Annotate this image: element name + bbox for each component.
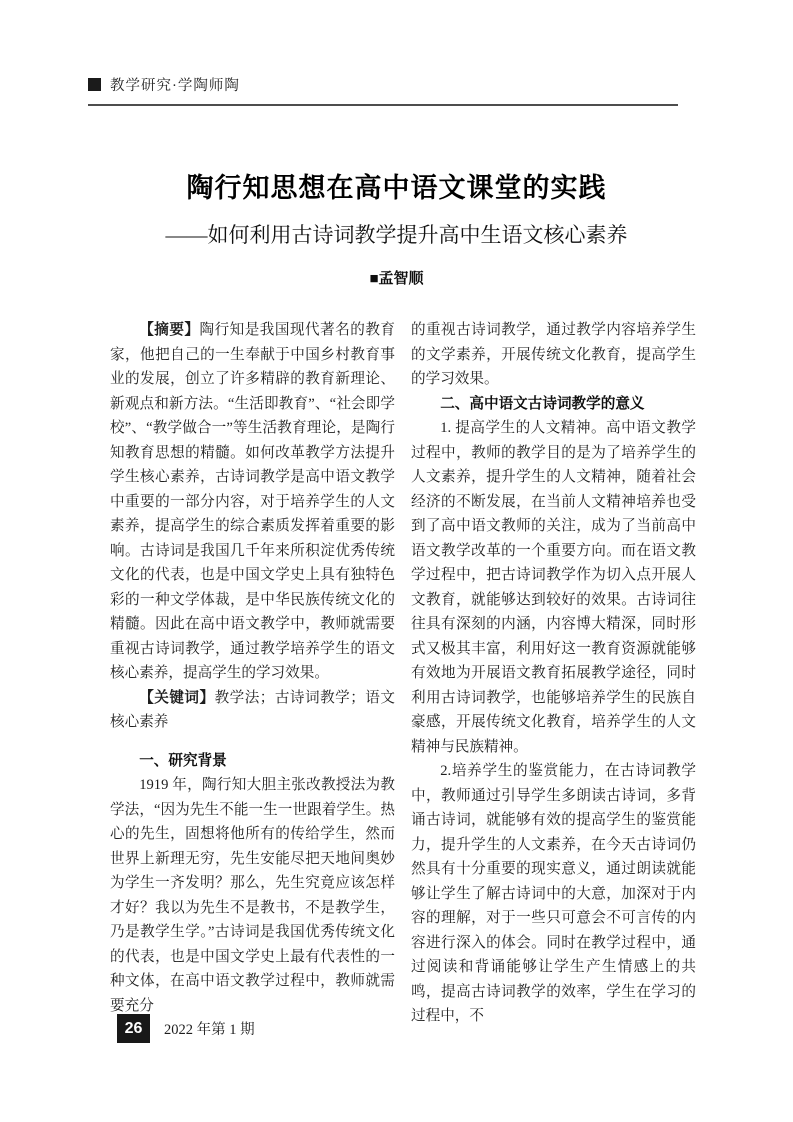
section-1-heading: 一、研究背景 <box>139 752 227 769</box>
abstract-paragraph <box>110 318 395 686</box>
keywords-paragraph <box>110 686 395 735</box>
right-column <box>411 318 696 1029</box>
section-2-heading: 二、高中语文古诗词教学的意义 <box>440 395 645 412</box>
section-1-paragraph: 1919 年，陶行知大胆主张改教授法为教学法，“因为先生不能一生一世跟着学生。热心的先生，固想将他所有的传给学生，然而世界上新理无穷，先生安能尽把天地间奥妙为学生一齐发明？那么，先生究竟应该怎样才好？我以为先生不是教书，不是教学生，乃是教学生学。”古诗词是我国优秀传统文化的代表，也是中国文学史上最有代表性的一种文体，在高中语文教学过程中，教师就需要充分 <box>110 777 395 1014</box>
section-2-paragraph-2: 2.培养学生的鉴赏能力，在古诗词教学中，教师通过引导学生多朗读古诗词，多背诵古诗词，就能够有效的提高学生的鉴赏能力，提升学生的人文素养，在今天古诗词仍然具有十分重要的现实意义，通过朗读就能够让学生了解古诗词中的大意，加深对于内容的理解，对于一些只可意会不可言传的内容进行深入的体会。同时在教学过程中，通过阅读和背诵能够让学生产生情感上的共鸣，提高古诗词教学的效率，学生在学习的过程中，不 <box>411 763 696 1024</box>
article-title: 陶行知思想在高中语文课堂的实践 <box>186 173 607 203</box>
left-column <box>110 318 395 1029</box>
running-head <box>88 74 678 106</box>
article-author: ■孟智顺 <box>369 270 424 287</box>
continuation-paragraph: 的重视古诗词教学，通过教学内容培养学生的文学素养，开展传统文化教育，提高学生的学习效果。 <box>411 322 696 387</box>
section-marker-icon <box>88 78 101 91</box>
keywords-text: 教学法；古诗词教学；语文核心素养 <box>110 689 395 730</box>
section-2-paragraph-1: 1. 提高学生的人文精神。高中语文教学过程中，教师的教学目的是为了培养学生的人文素养，提升学生的人文精神，随着社会经济的不断发展，在当前人文精神培养也受到了高中语文教师的关注，成为了当前高中语文教学改革的一个重要方向。而在语文教学过程中，把古诗词教学作为切入点开展人文教育，就能够达到较好的效果。古诗词往往具有深刻的内涵，内容博大精深，同时形式又极其丰富，利用好这一教育资源就能够有效地为开展语文教育拓展教学途径，同时利用古诗词教学，也能够培养学生的民族自豪感，开展传统文化教育，培养学生的人文精神与民族精神。 <box>411 420 696 755</box>
page-number-badge: 26 <box>117 1014 150 1043</box>
section-label: 教学研究·学陶师陶 <box>110 78 240 94</box>
title-block <box>0 166 793 288</box>
article-body <box>110 318 696 1029</box>
issue-label: 2022 年第 1 期 <box>164 1022 255 1038</box>
page-footer <box>117 1014 255 1043</box>
abstract-label: 【摘要】 <box>139 322 200 338</box>
abstract-text: 陶行知是我国现代著名的教育家，他把自己的一生奉献于中国乡村教育事业的发展，创立了许多精辟的教育新理论、新观点和新方法。“生活即教育”、“社会即学校”、“教学做合一”等生活教育理论，是陶行知教育思想的精髓。如何改革教学方法提升学生核心素养，古诗词教学是高中语文教学中重要的一部分内容，对于培养学生的人文素养，提高学生的综合素质发挥着重要的影响。古诗词是我国几千年来所积淀优秀传统文化的代表，也是中国文学史上具有独特色彩的一种文学体裁，是中华民族传统文化的精髓。因此在高中语文教学中，教师就需要重视古诗词教学，通过教学培养学生的语文核心素养，提高学生的学习效果。 <box>110 322 395 681</box>
article-subtitle: ——如何利用古诗词教学提升高中生语文核心素养 <box>165 223 628 247</box>
keywords-label: 【关键词】 <box>139 689 215 706</box>
